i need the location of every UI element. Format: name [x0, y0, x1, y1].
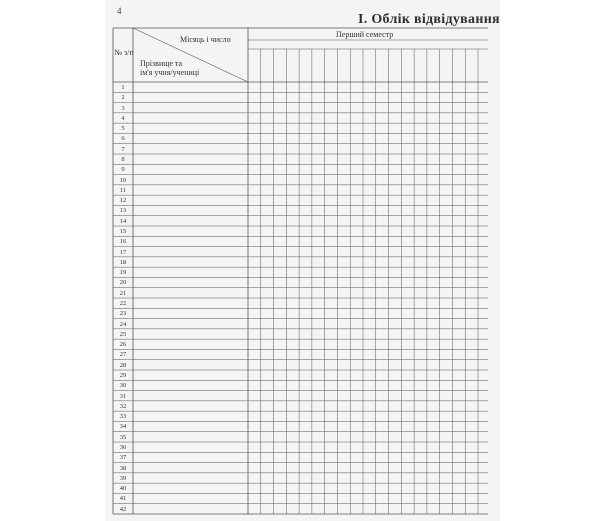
row-number: 6 [121, 135, 125, 143]
row-number: 25 [119, 330, 127, 338]
row-number: 42 [119, 505, 127, 513]
row-number: 39 [119, 474, 127, 482]
row-number: 29 [119, 372, 127, 379]
row-number: 31 [119, 392, 127, 400]
row-number: 18 [119, 258, 127, 266]
name-header-line2: ім'я учня/учениці [140, 68, 200, 77]
row-number: 2 [121, 94, 125, 102]
row-number: 17 [119, 248, 127, 256]
row-number: 16 [119, 238, 127, 246]
row-number: 38 [119, 464, 127, 472]
row-number: 1 [121, 84, 125, 91]
row-number: 5 [121, 125, 125, 133]
row-number: 23 [119, 310, 127, 318]
row-number: 15 [119, 228, 127, 235]
row-number: 32 [119, 402, 127, 410]
row-number: 13 [119, 207, 127, 215]
number-column-header [113, 48, 135, 57]
row-number: 26 [119, 341, 127, 349]
row-number: 3 [121, 104, 125, 112]
row-number: 27 [119, 351, 127, 359]
row-number: 9 [121, 166, 125, 174]
row-number: 8 [121, 156, 125, 163]
page-title: I. Облік відвідування [358, 12, 500, 27]
row-number: 40 [119, 485, 127, 493]
row-number: 19 [119, 269, 127, 277]
row-number: 37 [119, 454, 127, 462]
row-number: 4 [121, 114, 125, 122]
row-number: 7 [121, 145, 125, 153]
row-number: 33 [119, 413, 127, 421]
name-header-line1: Прізвище та [140, 59, 183, 68]
semester-header: Перший семестр [336, 30, 394, 39]
row-number: 41 [119, 495, 127, 503]
row-number: 36 [119, 444, 127, 451]
row-number: 34 [119, 423, 127, 431]
row-number: 21 [119, 289, 127, 297]
row-number: 24 [119, 320, 127, 328]
row-number: 22 [119, 300, 127, 307]
page-number: 4 [117, 6, 122, 16]
number-header-text: № з/п [114, 48, 134, 57]
row-number: 20 [119, 279, 127, 287]
row-number: 11 [119, 186, 127, 194]
row-number: 14 [119, 217, 127, 225]
row-number: 10 [119, 176, 127, 184]
row-number: 12 [119, 197, 127, 205]
month-day-header: Місяць і число [180, 35, 231, 44]
row-number: 28 [119, 361, 127, 369]
row-number: 35 [119, 433, 127, 441]
row-number: 30 [119, 382, 127, 390]
